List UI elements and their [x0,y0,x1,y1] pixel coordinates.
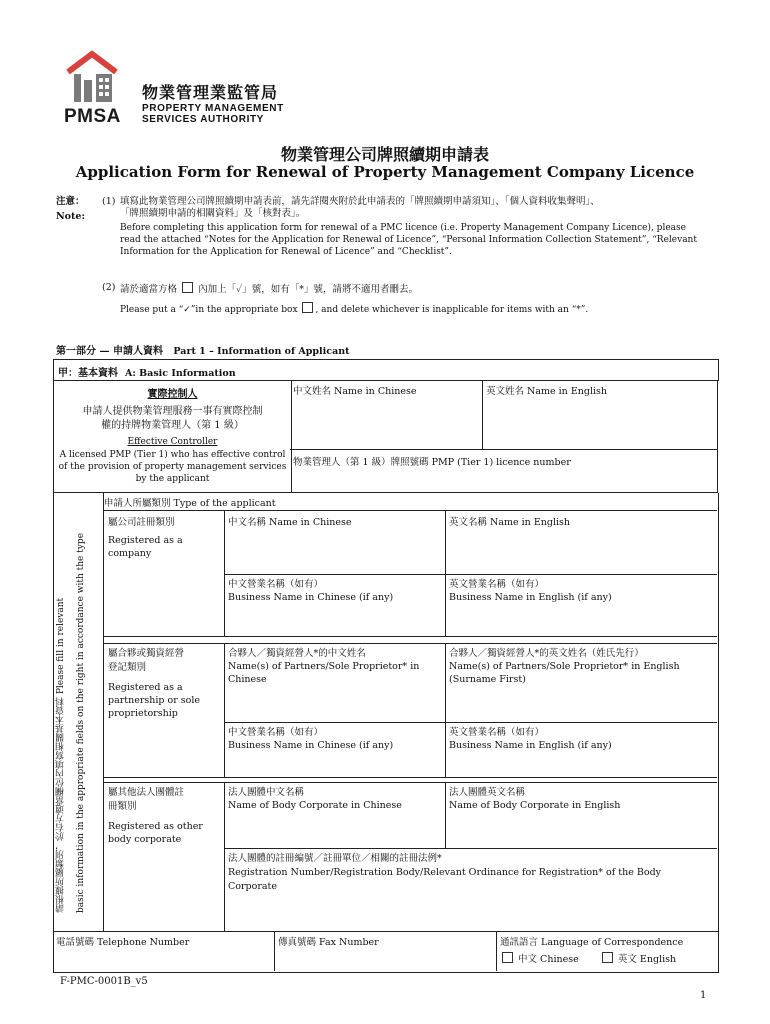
part1-heading: 第一部分 — 申請人資料 Part 1 – Information of Applicant [56,346,350,357]
company-business-name-cn-field[interactable]: 中文營業名稱（如有） Business Name in Chinese (if any) [225,575,446,637]
checkbox-icon[interactable] [602,952,613,963]
form-code: F-PMC-0001B_v5 [60,976,148,987]
sample-checkbox-icon [182,282,193,293]
language-field: 通訊語言 Language of Correspondence 中文 Chinese 英文 English [500,937,684,965]
form-title-cn: 物業管理公司牌照續期申請表 [280,145,489,164]
note2-text: 請於適當方格 內加上「✓」號，如有「*」號，請將不適用者刪去。 Please put a “✓”in the appropriate box , and delete whichever is inapplicable for items with an “*”. [120,284,589,315]
type-heading: 申請人所屬類別 Type of the applicant [104,498,276,509]
name-cn-label: 中文姓名 Name in Chinese [293,386,417,397]
controller-title-cn: 實際控制人 [147,389,198,400]
note1-text: 填寫此物業管理公司牌照續期申請表前，請先詳閱夾附於此申請表的「牌照續期申請須知」、「個人資料收集聲明」、 「牌照續期申請的相關資料」及「核對表」。 Before completing this application form for renewal of a PMC licence (i.e. Property Management Company Licence), please read the attached “Notes for the Application for Renewal of Licence”, “Personal Information Collection Statement”, “Relevant Information for the Application for Renewal of Licence” and “Checklist”. [120,196,697,257]
logo-name-cn: 物業管理業監管局 [142,83,279,102]
company-business-name-en-field[interactable]: 英文營業名稱（如有） Business Name in English (if any) [446,575,717,637]
pmp-licence-field[interactable] [290,450,718,493]
partner-name-cn-field[interactable]: 合夥人／獨資經營人*的中文姓名 Name(s) of Partners/Sole Proprietor* in Chinese [225,644,446,723]
note-label-en: Note: [56,211,85,222]
telephone-field[interactable]: 電話號碼 Telephone Number [53,931,275,971]
side-note-cn: 請根據所屬類別，於右方適當欄位內填寫相關基本資料 Please fill in relevant [56,597,66,913]
page-number: 1 [700,990,707,1001]
fax-field[interactable]: 傳真號碼 Fax Number [275,931,497,971]
company-name-en-field[interactable]: 英文名稱 Name in English [446,511,717,575]
controller-title-en: Effective Controller [127,437,218,447]
company-type-cell: 屬公司註冊類別 Registered as a company [104,511,225,637]
controller-desc-en: A licensed PMP (Tier 1) who has effective control of the provision of property management services by the applicant [58,450,287,484]
logo-name-en: PROPERTY MANAGEMENT SERVICES AUTHORITY [142,103,284,125]
side-note-column [53,493,104,931]
partner-name-en-field[interactable]: 合夥人／獨資經營人*的英文姓名（姓氏先行） Name(s) of Partners/Sole Proprietor* in English (Surname First) [446,644,717,723]
language-english-option[interactable]: 英文 English [600,954,676,965]
body-corporate-type-cell: 屬其他法人團體註 冊類別 Registered as other body corporate [104,783,225,931]
partnership-type-cell: 屬合夥或獨資經營 登記類別 Registered as a partnership or sole proprietorship [104,644,225,778]
pmp-licence-label: 物業管理人（第 1 級）牌照號碼 PMP (Tier 1) licence number [293,457,571,468]
language-chinese-option[interactable]: 中文 Chinese [500,954,579,965]
partnership-business-name-cn-field[interactable]: 中文營業名稱（如有） Business Name in Chinese (if any) [225,723,446,778]
body-corporate-name-cn-field[interactable]: 法人團體中文名稱 Name of Body Corporate in Chinese [225,783,446,849]
controller-desc-cn: 申請人提供物業管理服務一事有實際控制 權的持牌物業管理人（第 1 級） [82,406,263,431]
divider [104,637,717,644]
checkbox-icon[interactable] [502,952,513,963]
pmsa-logo [60,50,300,130]
controller-info-cell [53,380,292,493]
controller-name-en-field[interactable] [483,380,718,450]
note-label-cn: 注意： [56,196,85,207]
controller-name-cn-field[interactable] [290,380,483,450]
partnership-business-name-en-field[interactable]: 英文營業名稱（如有） Business Name in English (if any) [446,723,717,778]
sample-checkbox-icon [302,302,313,313]
company-name-cn-field[interactable]: 中文名稱 Name in Chinese [225,511,446,575]
name-en-label: 英文姓名 Name in English [486,386,608,397]
note1-number: (1) [102,196,116,207]
form-title-en: Application Form for Renewal of Property Management Company Licence [75,163,695,181]
body-corporate-registration-field[interactable]: 法人團體的註冊編號／註冊單位／相關的註冊法例* Registration Number/Registration Body/Relevant Ordinance for Registration* of the Body Corporate [228,853,662,892]
body-corporate-name-en-field[interactable]: 法人團體英文名稱 Name of Body Corporate in English [446,783,717,849]
building-logo-icon [62,50,142,110]
section-a-header: 甲：基本資料 A: Basic Information [53,359,719,381]
logo-abbr: PMSA [64,106,121,127]
side-note-en: basic information in the appropriate fields on the right in accordance with the type [76,532,86,913]
note2-number: (2) [102,282,116,293]
